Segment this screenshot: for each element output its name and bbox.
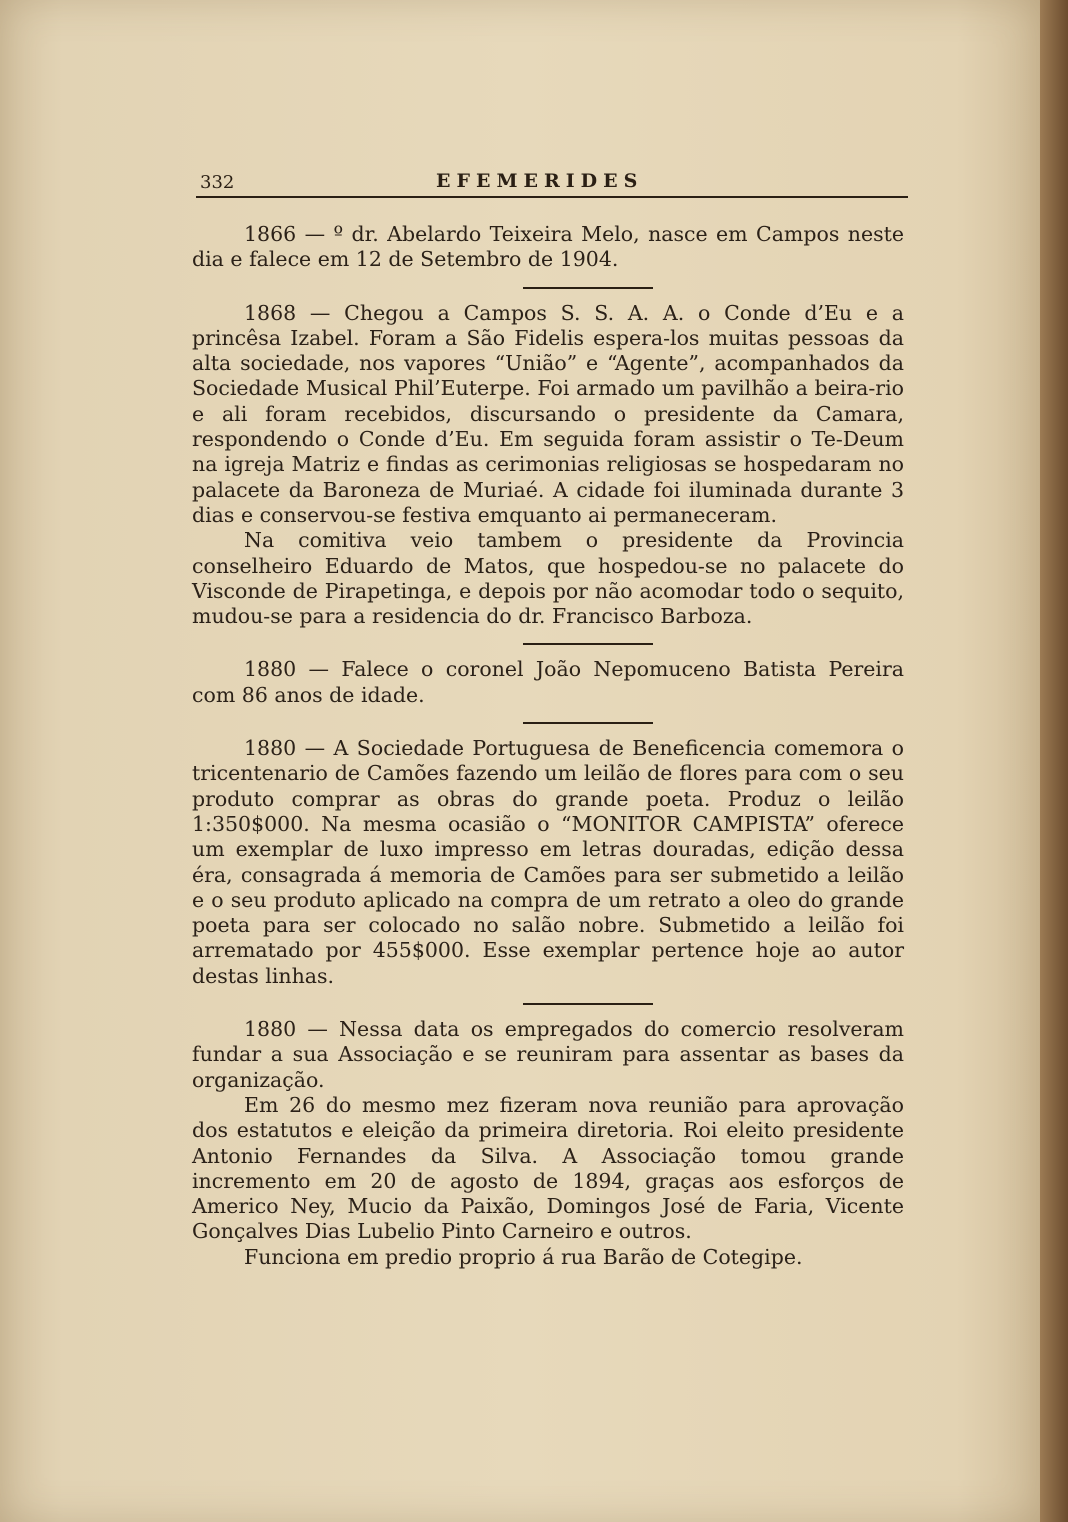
entry-paragraph: 1880 — Nessa data os empregados do comercio resolveram fundar a sua Associação e se reuniram para assentar as bases da organização. [192,1017,904,1092]
header-rule [196,196,908,198]
separator-rule [523,1003,653,1005]
page-number: 332 [200,172,235,193]
entry-1880-falece [192,657,904,708]
separator-rule [523,287,653,289]
page-content [192,222,904,1270]
entry-paragraph: Na comitiva veio tambem o presidente da Provincia conselheiro Eduardo de Matos, que hospedou-se no palacete do Visconde de Pirapetinga, e depois por não acomodar todo o sequito, mudou-se para a residencia do dr. Francisco Barboza. [192,528,904,629]
page-header [196,168,908,200]
entry-paragraph: Em 26 do mesmo mez fizeram nova reunião para aprovação dos estatutos e eleição da primeira diretoria. Roi eleito presidente Antonio Fernandes da Silva. A Associação tomou grande incremento em 20 de agosto de 1894, graças aos esforços de Americo Ney, Mucio da Paixão, Domingos José de Faria, Vicente Gonçalves Dias Lubelio Pinto Carneiro e outros. [192,1092,904,1244]
separator-rule [523,643,653,645]
running-title: EFEMERIDES [436,170,644,192]
entry-1880-camoes [192,736,904,989]
entry-1866 [192,222,904,273]
entry-paragraph: 1866 — º dr. Abelardo Teixeira Melo, nasce em Campos neste dia e falece em 12 de Setembro de 1904. [192,222,904,272]
entry-1880-associacao [192,1017,904,1270]
entry-1868 [192,301,904,630]
entry-paragraph: 1868 — Chegou a Campos S. S. A. A. o Conde d’Eu e a princêsa Izabel. Foram a São Fidelis espera-los muitas pessoas da alta sociedade, nos vapores “União” e “Agente”, acompanhados da Sociedade Musical Phil’Euterpe. Foi armado um pavilhão a beira-rio e ali foram recebidos, discursando o presidente da Camara, respondendo o Conde d’Eu. Em seguida foram assistir o Te-Deum na igreja Matriz e findas as cerimonias religiosas se hospedaram no palacete da Baroneza de Muriaé. A cidade foi iluminada durante 3 dias e conservou-se festiva emquanto ai permaneceram. [192,300,904,527]
separator-rule [523,722,653,724]
page-edge [1040,0,1068,1522]
entry-paragraph: 1880 — Falece o coronel João Nepomuceno Batista Pereira com 86 anos de idade. [192,657,904,707]
entry-paragraph: 1880 — A Sociedade Portuguesa de Beneficencia comemora o tricentenario de Camões fazendo um leilão de flores para com o seu produto comprar as obras do grande poeta. Produz o leilão 1:350$000. Na mesma ocasião o “MONITOR CAMPISTA” oferece um exemplar de luxo impresso em letras douradas, edição dessa éra, consagrada á memoria de Camões para ser submetido a leilão e o seu produto aplicado na compra de um retrato a oleo do grande poeta para ser colocado no salão nobre. Submetido a leilão foi arrematado por 455$000. Esse exemplar pertence hoje ao autor destas linhas. [192,736,904,988]
entry-paragraph: Funciona em predio proprio á rua Barão de Cotegipe. [244,1244,803,1269]
